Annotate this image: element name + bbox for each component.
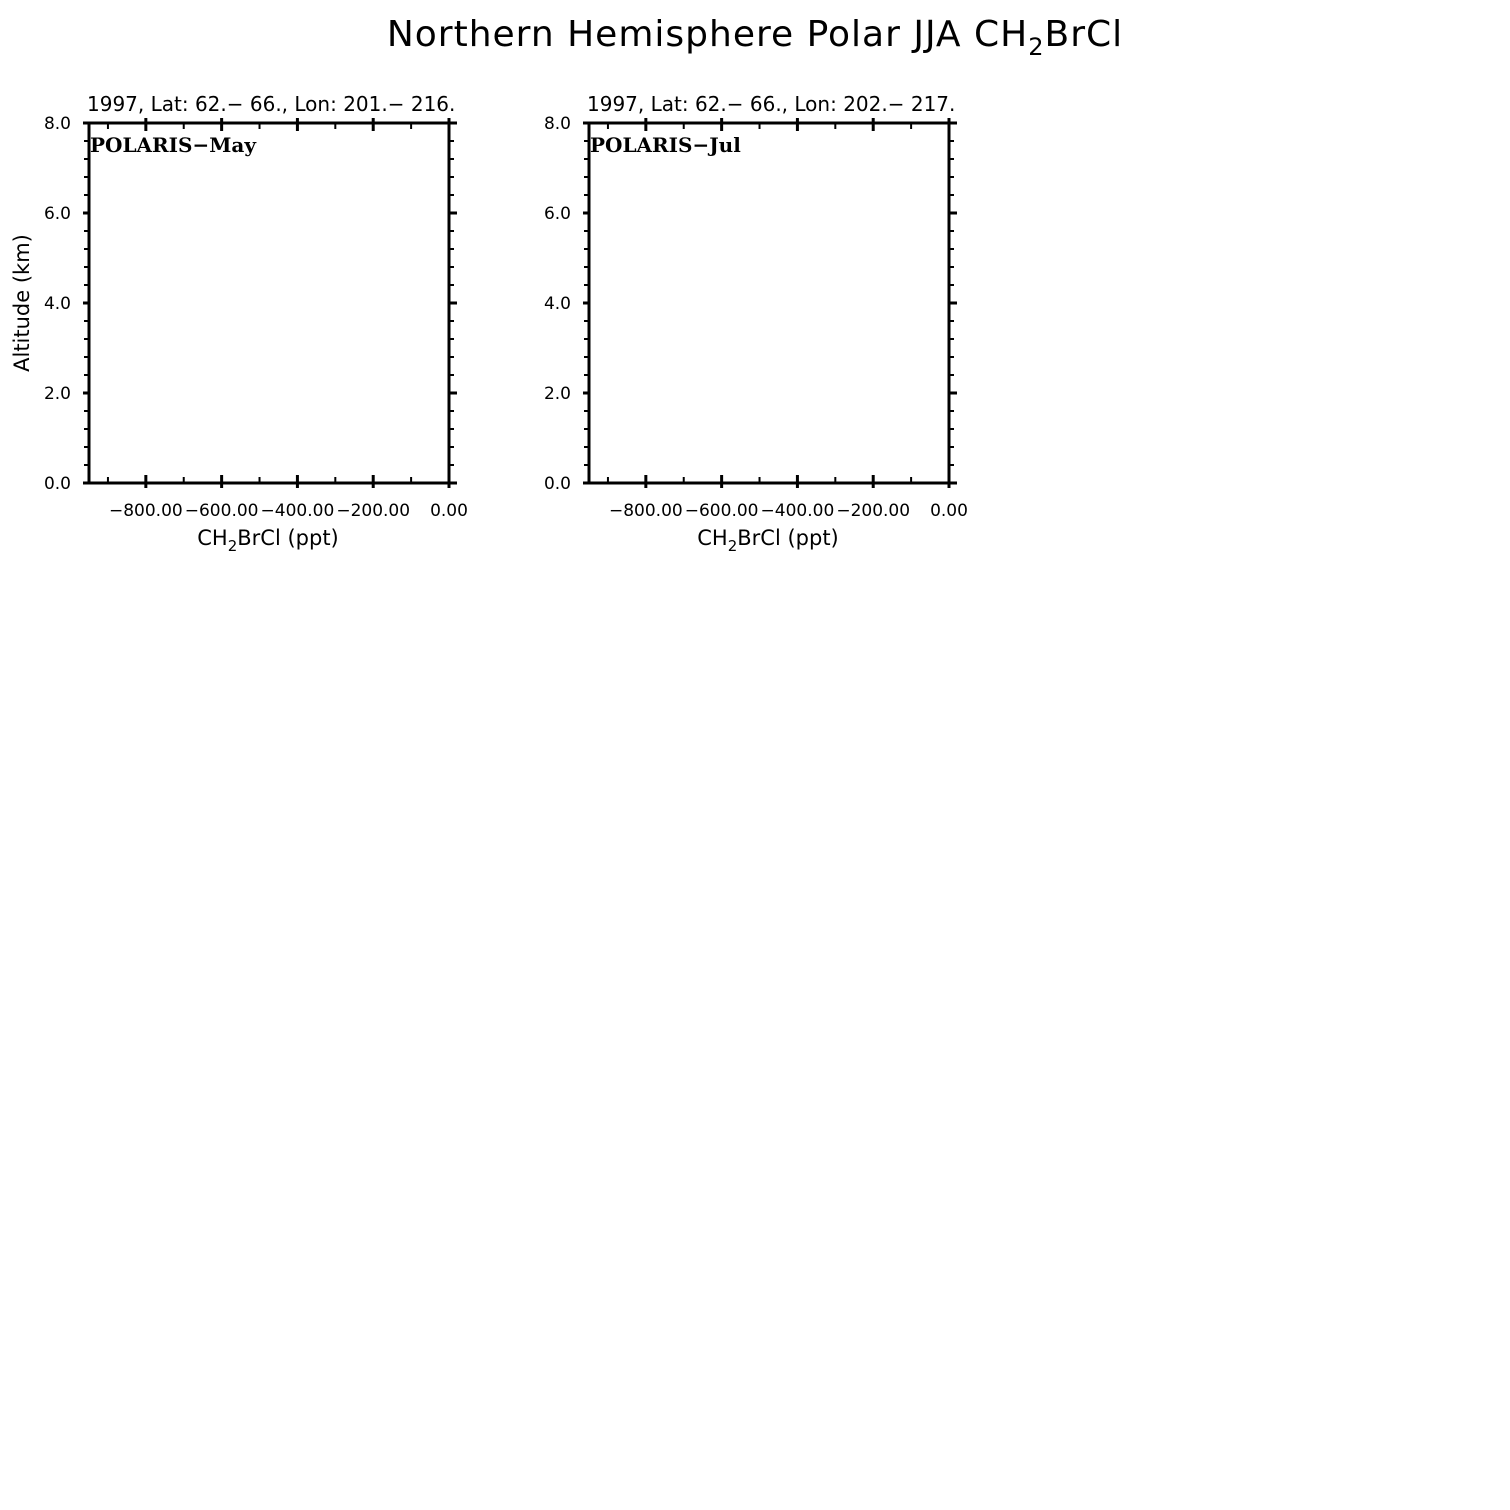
x-tick-label: −600.00 [184,501,259,521]
y-tick-label: 2.0 [543,384,571,404]
x-tick-label: 0.00 [430,501,468,521]
x-tick-label: −800.00 [108,501,183,521]
x-tick-label: −600.00 [684,501,759,521]
x-axis-label: $CH_2BrCl$ (ppt) [697,526,839,555]
figure-title-tail: BrCl [1044,14,1124,55]
chart-panel-2 [544,92,968,555]
x-tick-label: −400.00 [260,501,335,521]
y-tick-label: 6.0 [43,204,71,224]
plot-frame [589,123,949,483]
y-tick-label: 6.0 [543,204,571,224]
x-tick-label: −200.00 [336,501,411,521]
y-tick-label: 8.0 [43,114,71,134]
y-axis-label: Altitude (km) [10,234,34,372]
y-tick-label: 4.0 [43,294,71,314]
figure-title-subscript: 2 [1028,33,1045,61]
x-axis-label: $CH_2BrCl$ (ppt) [197,526,339,555]
x-tick-label: −800.00 [608,501,683,521]
y-tick-label: 0.0 [43,474,71,494]
y-tick-label: 0.0 [543,474,571,494]
figure-title [387,14,1123,61]
x-tick-label: −200.00 [836,501,911,521]
chart-panel-1 [10,92,468,555]
panel-subtitle: 1997, Lat: 62.− 66., Lon: 201.− 216. [87,92,456,116]
panel-subtitle: 1997, Lat: 62.− 66., Lon: 202.− 217. [587,92,956,116]
y-tick-label: 8.0 [543,114,571,134]
panel-label: POLARIS−Jul [590,133,741,157]
x-tick-label: −400.00 [760,501,835,521]
panel-label: POLARIS−May [90,133,256,157]
plot-frame [89,123,449,483]
figure-title-main: Northern Hemisphere Polar JJA CH [386,14,1029,55]
y-tick-label: 4.0 [543,294,571,314]
y-tick-label: 2.0 [43,384,71,404]
x-tick-label: 0.00 [930,501,968,521]
panels [10,92,968,555]
